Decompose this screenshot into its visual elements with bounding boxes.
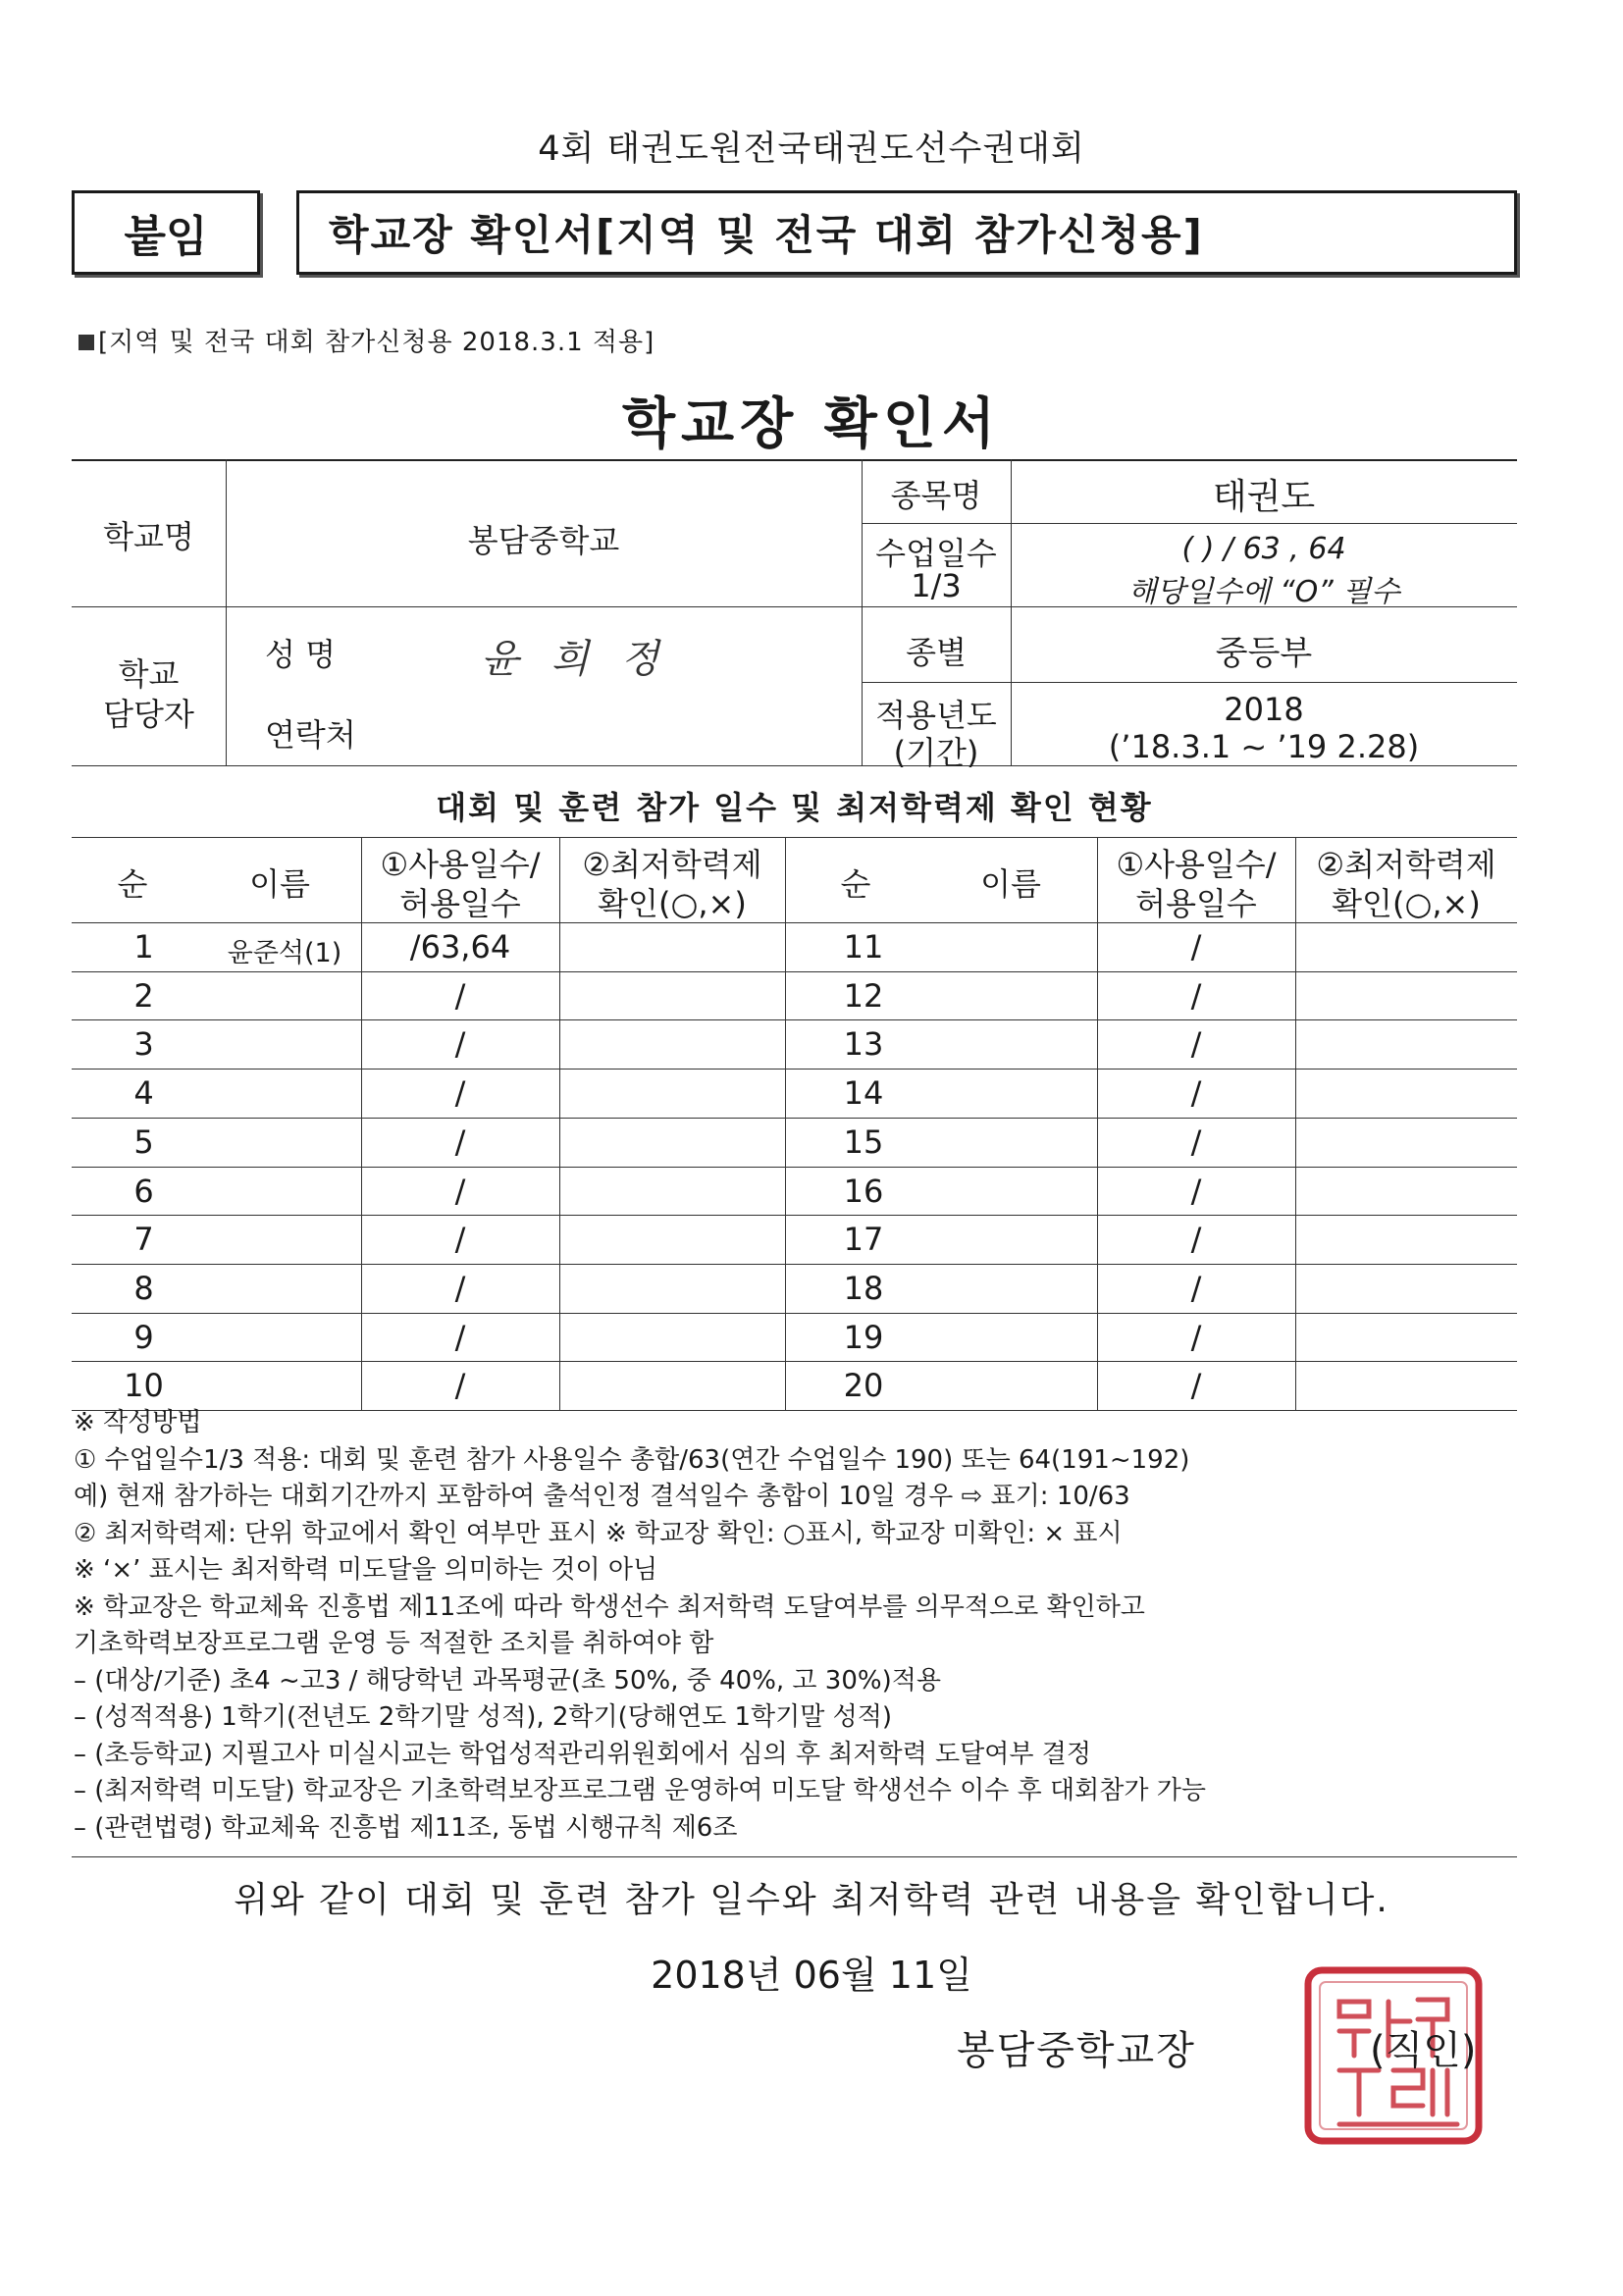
instruction-line: 기초학력보장프로그램 운영 등 적절한 조치를 취하여야 함 (74, 1629, 714, 1658)
roster-row-divider (72, 1313, 1517, 1314)
header-grade-2: 확인(○,×) (1332, 885, 1481, 922)
row-days: / (1190, 1367, 1202, 1405)
row-number: 7 (133, 1221, 154, 1259)
row-days: / (1190, 1221, 1202, 1259)
instruction-line: – (대상/기준) 초4 ~고3 / 해당학년 과목평균(초 50%, 중 40%, 고 30%)적용 (74, 1665, 941, 1696)
info-line (72, 765, 1517, 766)
division-value: 중등부 (1215, 634, 1313, 673)
row-days: / (1190, 928, 1202, 965)
attachment-label: 붙임 (72, 190, 260, 275)
header-grade-1: ②최저학력제 (582, 846, 762, 883)
instructions (74, 1405, 1545, 1847)
row-number: 19 (843, 1318, 884, 1356)
row-number: 8 (133, 1269, 154, 1307)
row-number: 4 (133, 1074, 154, 1113)
row-number: 16 (843, 1172, 884, 1210)
row-number: 11 (843, 928, 884, 965)
row-days: / (1190, 1172, 1202, 1210)
row-days: / (1190, 1025, 1202, 1064)
sport-value: 태권도 (1212, 477, 1316, 517)
row-days: / (454, 1367, 466, 1405)
class-days-ratio: 1/3 (911, 567, 962, 604)
instruction-line: ※ ‘×’ 표시는 최저학력 미도달을 의미하는 것이 아님 (74, 1555, 658, 1585)
row-number: 12 (843, 976, 884, 1015)
row-days: / (454, 1221, 466, 1259)
year-period-value: (’18.3.1 ~ ’19 2.28) (1108, 728, 1420, 765)
header-name: 이름 (249, 865, 310, 903)
info-line (862, 523, 1517, 524)
square-bullet-icon (79, 335, 94, 350)
confirmation-date: 2018년 06월 11일 (651, 1954, 972, 1997)
row-number: 3 (133, 1025, 154, 1064)
apply-note-text: [지역 및 전국 대회 참가신청용 2018.3.1 적용] (98, 328, 655, 357)
manager-label: 학교 (118, 655, 180, 693)
header-name: 이름 (980, 865, 1041, 903)
roster-row-divider (72, 1215, 1517, 1216)
info-line (226, 459, 227, 765)
row-number: 18 (843, 1269, 884, 1307)
instruction-line: ※ 학교장은 학교체육 진흥법 제11조에 따라 학생선수 최저학력 도달여부를 의무적으로 확인하고 (74, 1592, 1145, 1622)
instruction-line: ② 최저학력제: 단위 학교에서 확인 여부만 표시 ※ 학교장 확인: ○표시, 학교장 미확인: × 표시 (74, 1518, 1123, 1548)
header-days-1: ①사용일수/ (1116, 846, 1277, 883)
handwritten-name: 윤 희 정 (481, 637, 669, 682)
row-number: 14 (843, 1074, 884, 1113)
row-name: 윤준석(1) (227, 938, 342, 968)
info-line (862, 682, 1517, 683)
roster-row-divider (72, 1019, 1517, 1020)
roster-row-divider (72, 1167, 1517, 1168)
confirmation-statement: 위와 같이 대회 및 훈련 참가 일수와 최저학력 관련 내용을 확인합니다. (234, 1880, 1389, 1920)
class-days-label: 수업일수 (875, 535, 997, 572)
row-days: / (1190, 1269, 1202, 1307)
row-number: 17 (843, 1221, 884, 1259)
header-no: 순 (840, 865, 871, 903)
header-days-2: 허용일수 (1135, 885, 1257, 922)
division-label: 종별 (906, 634, 967, 671)
row-days: / (1190, 1122, 1202, 1161)
class-days-note: 해당일수에 “O” 필수 (1127, 575, 1400, 609)
row-days: / (454, 1172, 466, 1210)
document-title: 학교장 확인서 (621, 392, 1002, 456)
principal-title: 봉담중학교장 (957, 2028, 1196, 2073)
row-number: 2 (133, 976, 154, 1015)
row-number: 6 (133, 1172, 154, 1210)
year-period-label: (기간) (893, 734, 979, 771)
name-label: 성 명 (265, 636, 336, 673)
form-title: 학교장 확인서[지역 및 전국 대회 참가신청용] (296, 190, 1517, 275)
instruction-line: – (초등학교) 지필고사 미실시교는 학업성적관리위원회에서 심의 후 최저학력 도달여부 결정 (74, 1739, 1091, 1769)
instruction-line: – (관련법령) 학교체육 진흥법 제11조, 동법 시행규칙 제6조 (74, 1812, 738, 1843)
header-grade-2: 확인(○,×) (598, 885, 747, 922)
header-days-2: 허용일수 (399, 885, 521, 922)
instruction-line: ※ 작성방법 (74, 1408, 202, 1437)
info-table-top-border (72, 459, 1517, 461)
header-grade-1: ②최저학력제 (1316, 846, 1496, 883)
header-no: 순 (117, 865, 148, 903)
row-number: 9 (133, 1318, 154, 1356)
row-days: / (1190, 1318, 1202, 1356)
row-number: 13 (843, 1025, 884, 1064)
seal-label: (직인) (1370, 2028, 1477, 2073)
instruction-line: ① 수업일수1/3 적용: 대회 및 훈련 참가 사용일수 총합/63(연간 수업일수 190) 또는 64(191~192) (74, 1444, 1190, 1475)
row-days: / (454, 1318, 466, 1356)
row-number: 1 (133, 928, 154, 965)
row-number: 5 (133, 1122, 154, 1161)
school-name: 봉담중학교 (467, 522, 620, 559)
sport-label: 종목명 (890, 477, 982, 514)
event-title: 4회 태권도원전국태권도선수권대회 (538, 130, 1085, 169)
row-days: /63,64 (409, 928, 511, 965)
contact-label: 연락처 (265, 716, 356, 754)
row-number: 15 (843, 1122, 884, 1161)
row-days: / (1190, 1074, 1202, 1113)
row-days: / (1190, 976, 1202, 1015)
row-number: 20 (843, 1367, 884, 1405)
row-days: / (454, 1269, 466, 1307)
roster-row-divider (72, 1069, 1517, 1070)
row-days: / (454, 1122, 466, 1161)
status-title: 대회 및 훈련 참가 일수 및 최저학력제 확인 현황 (436, 789, 1153, 826)
roster-row-divider (72, 1361, 1517, 1362)
school-name-label: 학교명 (103, 518, 194, 555)
manager-label-2: 담당자 (103, 696, 194, 733)
row-days: / (454, 1074, 466, 1113)
row-days: / (454, 1025, 466, 1064)
class-days-value: ( ) / 63 , 64 (1181, 532, 1346, 566)
year-label: 적용년도 (875, 697, 997, 734)
header-days-1: ①사용일수/ (380, 846, 541, 883)
roster-row-divider (72, 971, 1517, 972)
apply-note (79, 322, 654, 358)
instructions-bottom-line (72, 1856, 1517, 1857)
instruction-line: – (성적적용) 1학기(전년도 2학기말 성적), 2학기(당해연도 1학기말 성적) (74, 1702, 893, 1732)
roster-row-divider (72, 1118, 1517, 1119)
row-days: / (454, 976, 466, 1015)
instruction-line: – (최저학력 미도달) 학교장은 기초학력보장프로그램 운영하여 미도달 학생선수 이수 후 대회참가 가능 (74, 1776, 1206, 1805)
instruction-line: 예) 현재 참가하는 대회기간까지 포함하여 출석인정 결석일수 총합이 10일 경우 ⇨ 표기: 10/63 (74, 1482, 1130, 1511)
row-number: 10 (124, 1367, 164, 1405)
roster-row-divider (72, 1264, 1517, 1265)
year-value: 2018 (1224, 691, 1304, 728)
status-line (72, 837, 1517, 838)
